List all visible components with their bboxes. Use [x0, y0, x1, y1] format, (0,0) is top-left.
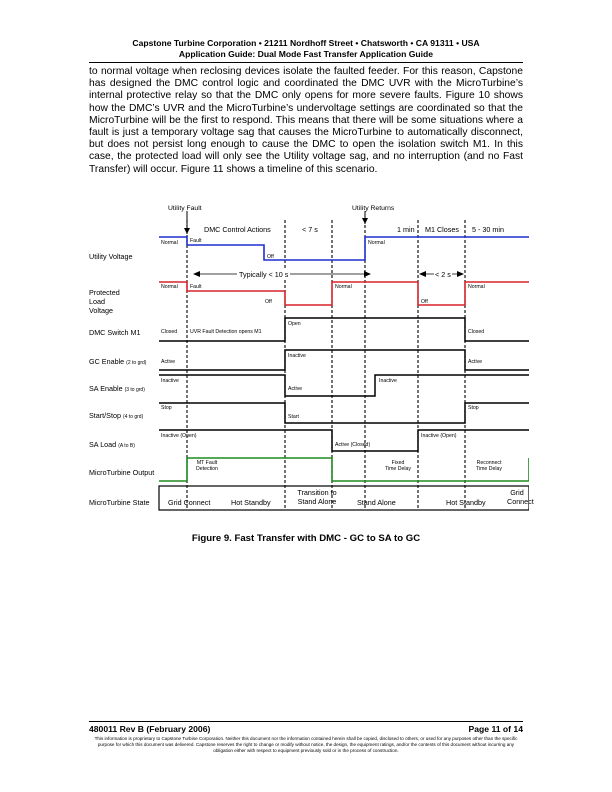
utility-returns-label: Utility Returns	[352, 205, 395, 212]
pl-off2: Off	[421, 299, 428, 305]
footer-doc-line	[89, 724, 523, 734]
row-protected-load-line1: Protected Load	[89, 288, 120, 306]
sw-uvr: UVR Fault Detection opens M1	[190, 329, 262, 335]
pl-normal3: Normal	[468, 284, 485, 290]
header-rule	[89, 62, 523, 63]
typically-right-arrowhead	[364, 271, 371, 277]
row-gc-enable-text: GC Enable	[89, 357, 125, 366]
sw-open: Open	[288, 321, 301, 327]
five-30-min-label: 5 - 30 min	[472, 225, 504, 234]
sa-enable-trace	[159, 375, 529, 396]
header-guide-title: Application Guide: Dual Mode Fast Transfer Application Guide	[178, 49, 434, 59]
reconnect-time-delay	[469, 460, 509, 472]
sw-closed2: Closed	[468, 329, 485, 335]
uv-normal: Normal	[161, 240, 178, 246]
row-sa-load-text: SA Load	[89, 440, 117, 449]
state-grid-line2: Connect	[507, 497, 534, 506]
fixed-line1: Fixed	[391, 460, 405, 466]
two-second-right-arrowhead	[457, 271, 464, 277]
row-protected-load-line2: Voltage	[89, 306, 113, 315]
two-second-left-arrowhead	[419, 271, 426, 277]
pl-normal2: Normal	[335, 284, 352, 290]
state-grid-connect: Grid Connect	[168, 498, 211, 507]
row-dmc-switch: DMC Switch M1	[89, 328, 141, 337]
two-second-label: < 2 s	[435, 270, 451, 279]
state-grid-connect2	[507, 488, 534, 506]
body-paragraph: to normal voltage when reclosing devices isolate the faulted feeder. For this reason, Capstone has designed the DMC control logic and coordinated the DMC UVR with the MicroTurbine’s internal protective relay so that the DMC only opens for more severe faults. Figure 10 shows how the DMC’s UVR and the MicroTurbine’s undervoltage settings are coordinated so that the MicroTurbine will be the first to respond. This means that there will be some situations where a fault is just a temporary voltage sag that causes the MicroTurbine to automatically disconnect, but does not persist long enough to cause the DMC to open the isolation switch M1. In this case, the protected load will only see the Utility voltage sag, and no interruption (and no Fast Transfer) will occur. Figure 11 shows a timeline of this scenario.	[89, 66, 523, 175]
row-start-stop	[89, 411, 143, 420]
reconnect-line2: Time Delay	[475, 466, 503, 473]
figure-caption: Figure 9. Fast Transfer with DMC - GC to SA to GC	[191, 533, 421, 544]
sa-inactive: Inactive	[161, 378, 179, 384]
row-sa-load-sub: (A to B)	[118, 443, 135, 449]
sa-inactive2: Inactive	[379, 378, 397, 384]
header-company: Capstone Turbine Corporation • 21211 Nordhoff Street • Chatsworth • CA 91311 • USA	[132, 38, 480, 48]
utility-voltage-trace	[159, 237, 529, 260]
state-transition	[287, 488, 347, 506]
timeline-dividers	[187, 220, 465, 510]
uv-normal2: Normal	[368, 240, 385, 246]
footer-rule	[89, 721, 523, 722]
mt-fault-line1: MT Fault	[196, 460, 218, 466]
utility-fault-label: Utility Fault	[168, 205, 202, 212]
m1-closes-label: M1 Closes	[425, 225, 459, 234]
row-gc-enable-sub: (2 to grd)	[126, 360, 147, 366]
typically-left-arrowhead	[193, 271, 200, 277]
pl-normal: Normal	[161, 284, 178, 290]
state-hot-standby: Hot Standby	[231, 498, 271, 507]
one-min-label: 1 min	[397, 225, 415, 234]
row-gc-enable	[89, 357, 146, 366]
uv-off: Off	[267, 254, 274, 260]
footer-notice: This information is proprietary to Capstone Turbine Corporation. Neither this document nor the information contained herein shall be copied, disclosed to others, or used for any purposes other than the specific purpose for which this document was delivered. Capstone reserves the right to change or modify without notice, the design, the equipment ratings, and/or the contents of this document without incurring any obligation either with respect to equipment previously sold or in the process of construction.	[94, 736, 518, 753]
sa-active: Active	[288, 386, 303, 392]
ss-stop2: Stop	[468, 405, 479, 411]
state-transition-line2: Stand Alone	[297, 497, 337, 506]
row-sa-enable-text: SA Enable	[89, 384, 123, 393]
ss-stop: Stop	[161, 405, 172, 411]
row-mt-output: MicroTurbine Output	[89, 468, 155, 477]
row-sa-load	[89, 440, 135, 449]
pl-fault: Fault	[190, 284, 202, 290]
fixed-time-delay	[378, 460, 418, 472]
sl-active-closed: Active (Closed)	[335, 442, 371, 448]
row-sa-enable	[89, 384, 145, 393]
sl-inactive-open2: Inactive (Open)	[421, 433, 457, 439]
state-transition-line1: Transition to	[297, 488, 337, 497]
footer-doc-number: 480011 Rev B (February 2006)	[89, 724, 211, 734]
uv-fault: Fault	[190, 238, 202, 244]
timing-diagram-svg	[89, 198, 534, 518]
fixed-line2: Time Delay	[384, 466, 412, 473]
row-start-stop-text: Start/Stop	[89, 411, 121, 420]
sw-closed: Closed	[161, 329, 178, 335]
gc-active: Active	[161, 359, 176, 365]
footer-page-number: Page 11 of 14	[468, 724, 523, 734]
state-grid-line1: Grid	[510, 488, 524, 497]
mt-fault-detection	[187, 460, 227, 472]
dmc-control-actions-label: DMC Control Actions	[204, 225, 271, 234]
state-stand-alone: Stand Alone	[357, 498, 396, 507]
row-sa-enable-sub: (3 to grd)	[124, 387, 145, 393]
typically-label: Typically < 10 s	[239, 270, 289, 279]
reconnect-line1: Reconnect	[476, 460, 502, 466]
row-mt-state: MicroTurbine State	[89, 498, 150, 507]
row-start-stop-sub: (4 to grd)	[122, 414, 144, 420]
sl-inactive-open: Inactive (Open)	[161, 433, 197, 439]
state-hot-standby2: Hot Standby	[446, 498, 486, 507]
gc-active2: Active	[468, 359, 483, 365]
ss-start: Start	[288, 414, 299, 420]
mt-fault-line2: Detection	[196, 466, 218, 473]
row-protected-load	[89, 288, 120, 315]
lt7s-label: < 7 s	[302, 225, 318, 234]
gc-inactive: Inactive	[288, 353, 306, 359]
pl-off: Off	[265, 299, 272, 305]
row-utility-voltage: Utility Voltage	[89, 252, 133, 261]
